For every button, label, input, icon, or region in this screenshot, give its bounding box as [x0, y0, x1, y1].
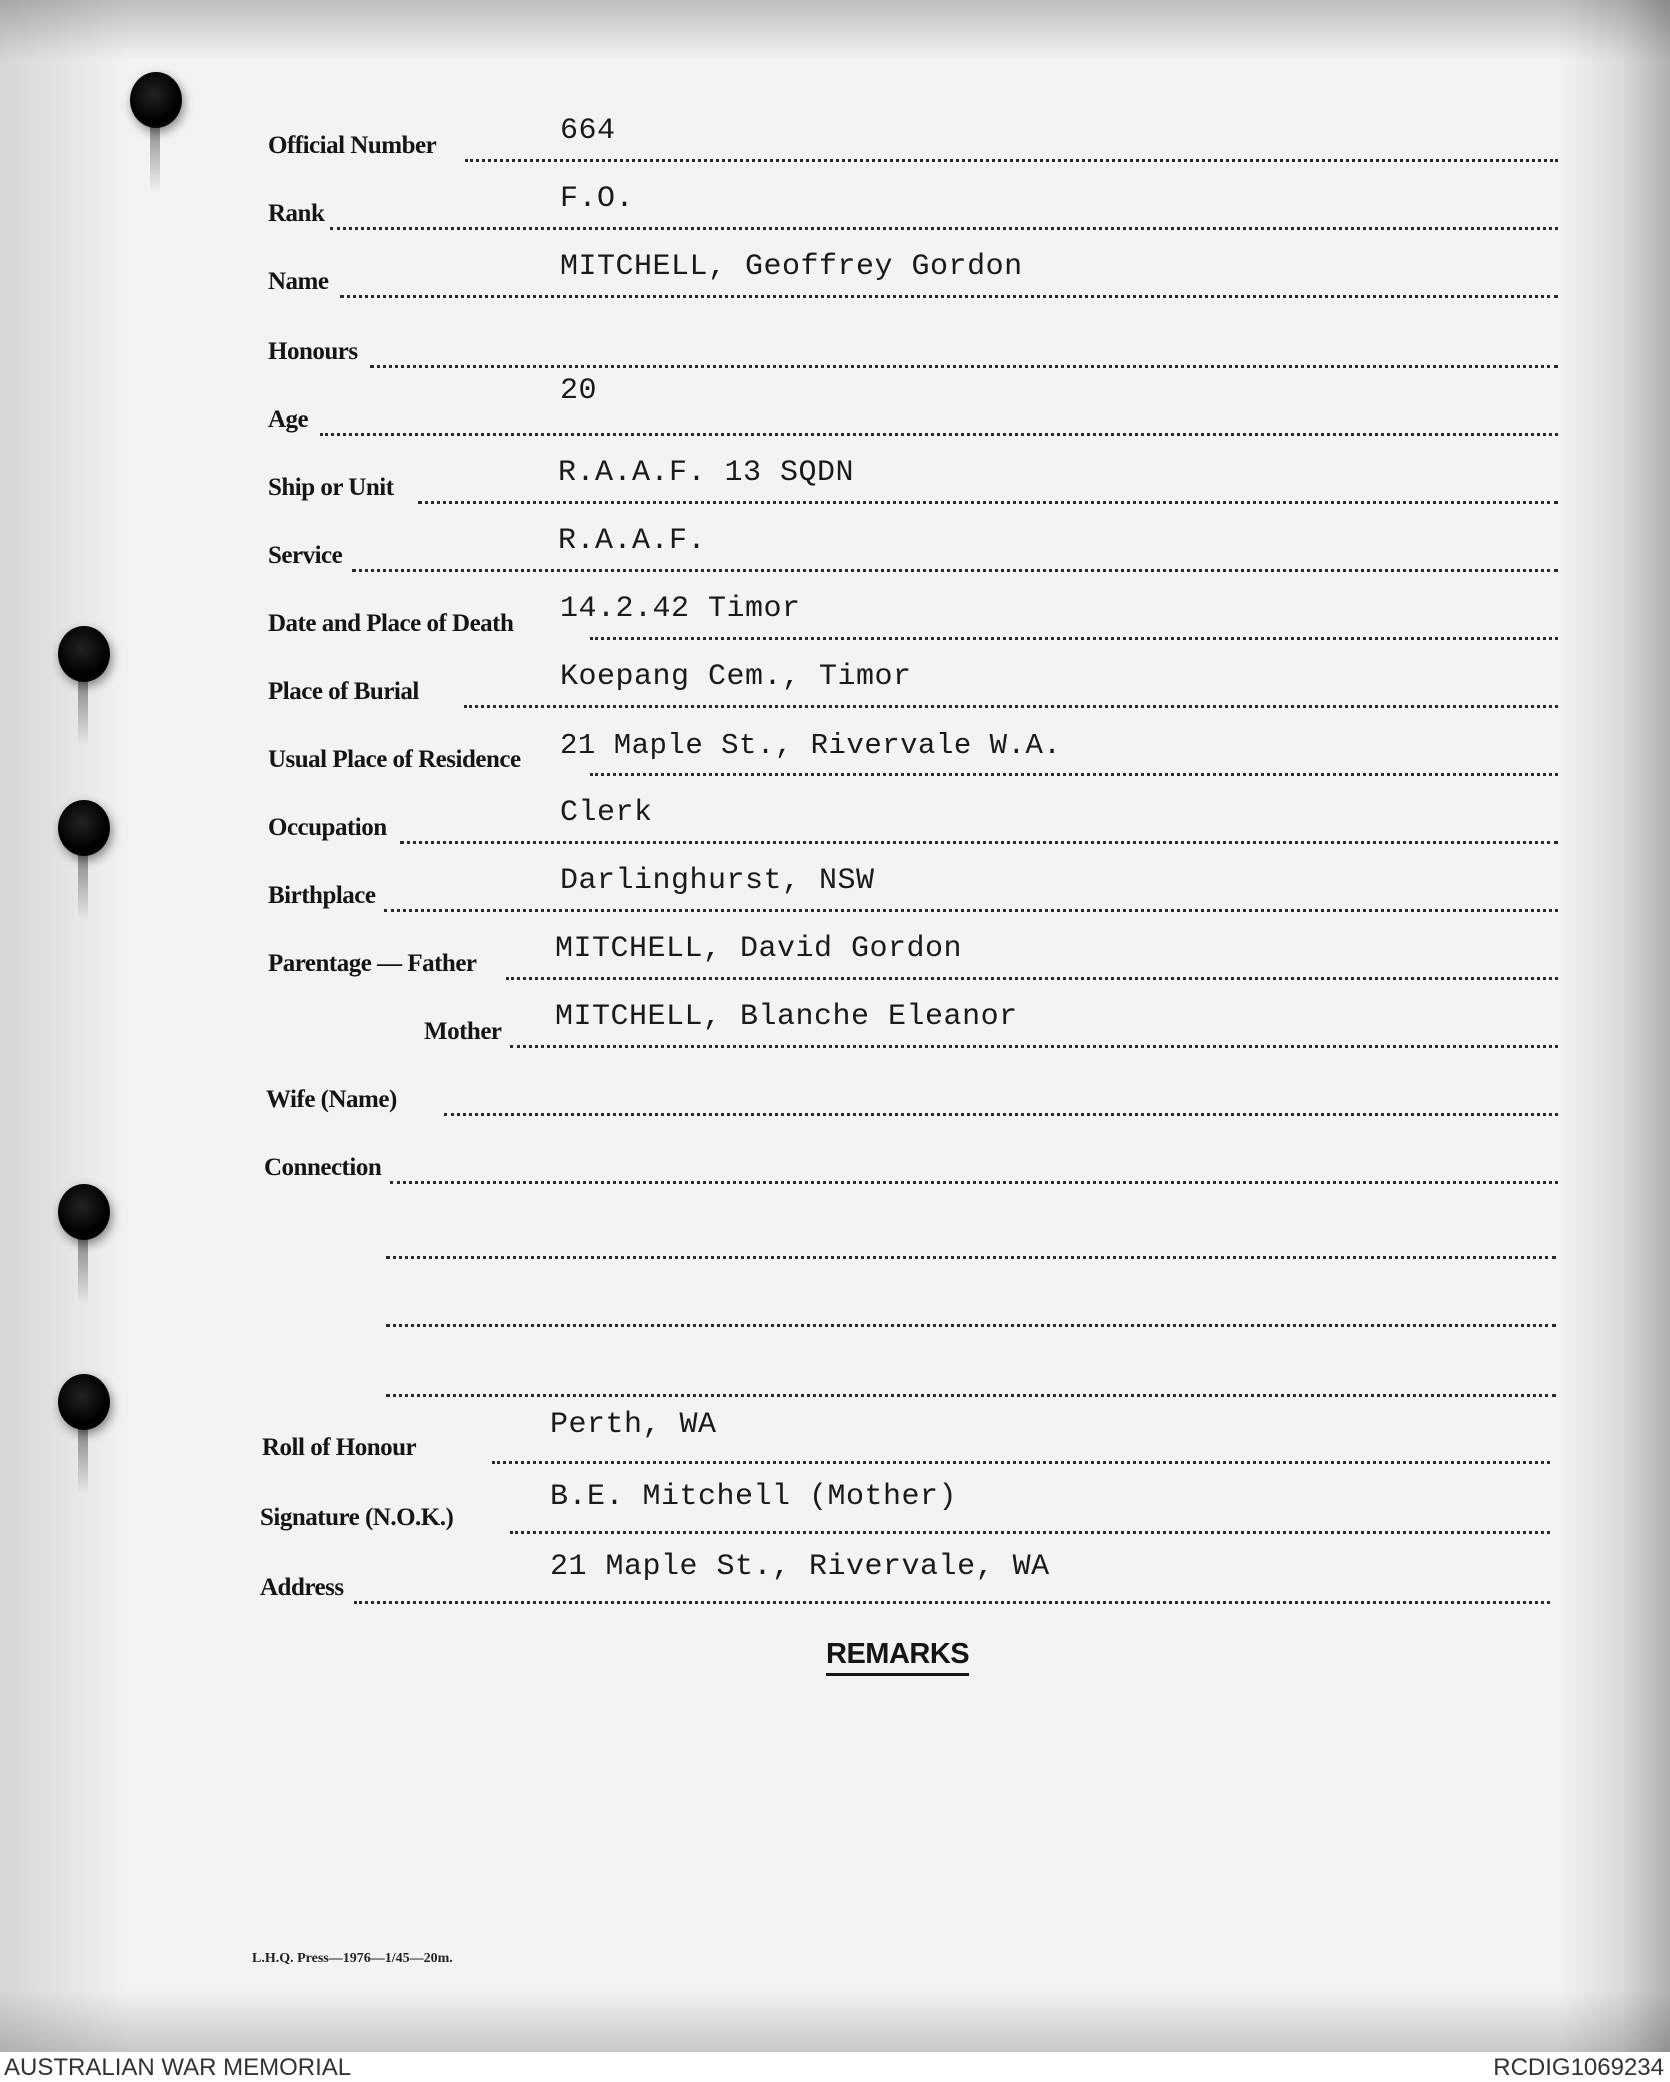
- dotted-line: [352, 566, 1558, 572]
- field-value: 20: [560, 374, 598, 408]
- dotted-line: [510, 1042, 1558, 1048]
- punch-hole-5: [58, 1374, 110, 1430]
- field-label: Service: [268, 542, 343, 569]
- field-value: Koepang Cem., Timor: [560, 660, 912, 694]
- field-value: 14.2.42 Timor: [560, 592, 801, 626]
- dotted-line: [590, 770, 1558, 776]
- field-label: Parentage — Father: [268, 950, 477, 977]
- field-label: Name: [268, 268, 329, 295]
- scan-edge-top: [0, 0, 1670, 60]
- field-label: Address: [260, 1574, 344, 1601]
- dotted-line: [384, 906, 1558, 912]
- field-label: Place of Burial: [268, 678, 419, 705]
- field-label: Honours: [268, 338, 358, 365]
- dotted-line: [390, 1178, 1558, 1184]
- punch-hole-4: [58, 1184, 110, 1240]
- punch-hole-3: [58, 800, 110, 856]
- dotted-line: [444, 1110, 1558, 1116]
- field-label: Roll of Honour: [262, 1434, 417, 1461]
- field-value: 664: [560, 114, 616, 148]
- field-value: R.A.A.F. 13 SQDN: [558, 456, 855, 490]
- field-label: Mother: [424, 1018, 502, 1045]
- connection-extra-line-1: [386, 1253, 1556, 1259]
- field-label: Connection: [264, 1154, 382, 1181]
- scan-edge-right: [1560, 0, 1670, 2052]
- field-value: Darlinghurst, NSW: [560, 864, 875, 898]
- scan-edge-bottom: [0, 1990, 1670, 2052]
- field-label: Signature (N.O.K.): [260, 1504, 454, 1531]
- punch-hole-1: [130, 72, 182, 128]
- field-label: Official Number: [268, 132, 437, 159]
- field-label: Age: [268, 406, 309, 433]
- dotted-line: [465, 156, 1558, 162]
- field-value: B.E. Mitchell (Mother): [550, 1480, 958, 1514]
- connection-extra-line-2: [386, 1321, 1556, 1327]
- footer-record-id: RCDIG1069234: [1493, 2054, 1664, 2081]
- scan-edge-left: [0, 0, 130, 2052]
- print-line: L.H.Q. Press—1976—1/45—20m.: [252, 1951, 453, 1966]
- field-label: Birthplace: [268, 882, 376, 909]
- field-value: R.A.A.F.: [558, 524, 707, 558]
- footer-institution: AUSTRALIAN WAR MEMORIAL: [4, 2054, 352, 2081]
- dotted-line: [492, 1458, 1550, 1464]
- connection-extra-line-3: [386, 1391, 1556, 1397]
- punch-hole-2: [58, 626, 110, 682]
- field-label: Date and Place of Death: [268, 610, 514, 637]
- field-label: Wife (Name): [266, 1086, 397, 1113]
- dotted-line: [354, 1598, 1550, 1604]
- field-value: F.O.: [560, 182, 635, 216]
- remarks-heading: REMARKS: [826, 1638, 969, 1676]
- field-value: 21 Maple St., Rivervale, WA: [550, 1550, 1050, 1584]
- field-label: Occupation: [268, 814, 387, 841]
- dotted-line: [330, 224, 1558, 230]
- dotted-line: [506, 974, 1558, 980]
- field-value: Clerk: [560, 796, 653, 830]
- dotted-line: [320, 430, 1558, 436]
- field-value: MITCHELL, David Gordon: [555, 932, 963, 966]
- dotted-line: [510, 1528, 1550, 1534]
- dotted-line: [590, 634, 1558, 640]
- field-label: Usual Place of Residence: [268, 746, 521, 773]
- dotted-line: [464, 702, 1558, 708]
- field-value: Perth, WA: [550, 1408, 717, 1442]
- field-label: Ship or Unit: [268, 474, 394, 501]
- dotted-line: [370, 362, 1558, 368]
- dotted-line: [418, 498, 1558, 504]
- dotted-line: [340, 292, 1558, 298]
- field-value: MITCHELL, Blanche Eleanor: [555, 1000, 1018, 1034]
- field-value: 21 Maple St., Rivervale W.A.: [560, 729, 1062, 762]
- field-label: Rank: [268, 200, 325, 227]
- field-value: MITCHELL, Geoffrey Gordon: [560, 250, 1023, 284]
- dotted-line: [400, 838, 1558, 844]
